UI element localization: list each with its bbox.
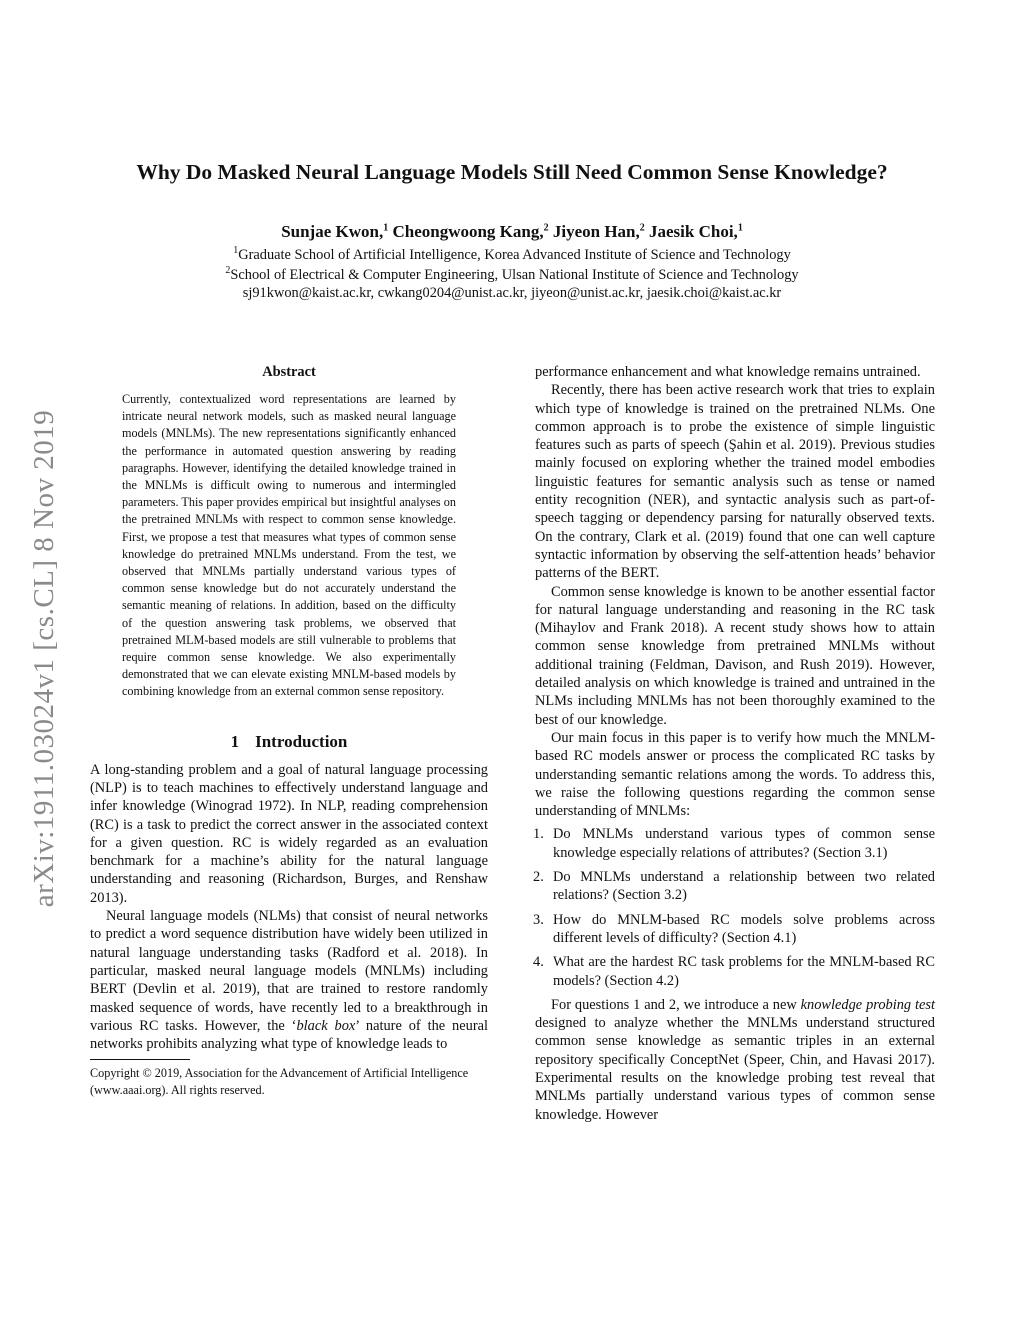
left-column [90, 364, 488, 1098]
author-name: Jaesik Choi, [649, 222, 738, 241]
affiliation [60, 245, 964, 264]
arxiv-stamp [22, 352, 68, 964]
intro-paragraph-2 [90, 907, 488, 1053]
author-name: Cheongwoong Kang, [392, 222, 544, 241]
author-affil-mark: 1 [383, 222, 389, 234]
body-paragraph: Our main focus in this paper is to verify how much the MNLM-based RC models answer or process the complicated RC tasks by understanding semantic relations among the words. To address this, we raise the following questions regarding the common sense understanding of MNLMs: [535, 729, 935, 820]
body-paragraph: performance enhancement and what knowledge remains untrained. [535, 364, 921, 380]
affiliation [60, 265, 964, 284]
list-item-text: Do MNLMs understand a relationship between two related relations? (Section 3.2) [553, 869, 935, 904]
footnote-rule [90, 1059, 190, 1060]
list-item-text: How do MNLM-based RC models solve problems across different levels of difficulty? (Section 4.1) [553, 911, 935, 946]
list-item [535, 911, 935, 948]
abstract-heading: Abstract [262, 364, 316, 380]
right-column [535, 363, 935, 1124]
author-affil-mark: 1 [737, 222, 743, 234]
list-item [535, 953, 935, 990]
list-item-number: 3. [533, 911, 544, 928]
copyright-footnote: Copyright © 2019, Association for the Advancement of Artificial Intelligence (www.aaai.org). All rights reserved. [90, 1066, 469, 1097]
abstract-text: Currently, contextualized word representations are learned by intricate neural network models, such as masked neural language models (MNLMs). The new representations significantly enhanced the performance in automated question answering by reading paragraphs. However, identifying the detailed knowledge trained in the MNLMs is difficult owing to numerous and intermingled parameters. This paper provides empirical but insightful analyses on the pretrained MNLMs with respect to common sense knowledge. First, we propose a test that measures what types of common sense knowledge do pretrained MNLMs understand. From the test, we observed that MNLMs partially understand various types of common sense knowledge but do not accurately understand the semantic meaning of relations. In addition, based on the difficulty of the question answering task problems, we observed that pretrained MLM-based models are still vulnerable to problems that require common sense knowledge. We also experimentally demonstrated that we can elevate existing MNLM-based models by combining knowledge from an external common sense repository. [122, 392, 456, 699]
intro-paragraph-2-text: Neural language models (NLMs) that consist of neural networks to predict a word sequence distribution have widely been utilized in natural language understanding tasks (Radford et al. 2018). In particular, masked neural language models (MNLMs) including BERT (Devlin et al. 2019), that are trained to restore randomly masked sequence of words, have recently led to a breakthrough in various RC tasks. However, the ‘ [90, 908, 488, 1034]
affiliation-text: Graduate School of Artificial Intelligence, Korea Advanced Institute of Science and Technology [238, 246, 791, 263]
body-paragraph: Common sense knowledge is known to be another essential factor for natural language understanding and reasoning in the RC task (Mihaylov and Frank 2018). A recent study shows how to attain common sense knowledge from pretrained MNLMs without additional training (Feldman, Davison, and Rush 2019). However, detailed analysis on which knowledge is trained and untrained in the NLMs including MNLMs has not been thoroughly examined to the best of our knowledge. [535, 583, 935, 728]
arxiv-stamp-text: arXiv:1911.03024v1 [cs.CL] 8 Nov 2019 [28, 409, 61, 907]
author-affil-mark: 2 [543, 222, 549, 234]
list-item-text: What are the hardest RC task problems for the MNLM-based RC models? (Section 4.2) [553, 954, 935, 989]
section-number: 1 [230, 731, 240, 751]
section-title: Introduction [255, 731, 348, 751]
affiliation-mark: 2 [225, 265, 231, 276]
author-affil-mark: 2 [639, 222, 645, 234]
intro-paragraph-2-text: ’ nature of the neural networks prohibits analyzing what type of knowledge leads to [90, 1017, 489, 1053]
affiliation-mark: 1 [233, 245, 239, 256]
list-item-number: 1. [533, 826, 544, 843]
body-paragraph: Recently, there has been active research work that tries to explain which type of knowledge is trained on the pretrained NLMs. One common approach is to probe the existence of simple linguistic features such as parts of speech (Şahin et al. 2019). Previous studies mainly focused on exploring whether the trained model embodies linguistic features for semantic analysis such as tense or named entity recognition (NER), and syntactic analysis such as part-of-speech tagging or dependency parsing for naturally observed texts. On the contrary, Clark et al. (2019) found that one can well capture syntactic information by observing the self-attention heads’ behavior patterns of the BERT. [535, 382, 935, 582]
list-item-number: 2. [533, 869, 544, 886]
author-emails: sj91kwon@kaist.ac.kr, cwkang0204@unist.ac.kr, jiyeon@unist.ac.kr, jaesik.choi@kaist.ac.kr [242, 285, 782, 301]
list-item-text: Do MNLMs understand various types of common sense knowledge especially relations of attributes? (Section 3.1) [553, 826, 935, 861]
intro-paragraph-1: A long-standing problem and a goal of natural language processing (NLP) is to teach machines to effectively understand language and infer knowledge (Winograd 1972). In NLP, reading comprehension (RC) is a task to predict the correct answer in the associated context for a given question. RC is widely regarded as an evaluation benchmark for a machine’s ability for the natural language understanding and reasoning (Richardson, Burges, and Renshaw 2013). [90, 761, 488, 906]
intro-emphasis: black box [296, 1017, 356, 1034]
body-paragraph [535, 996, 935, 1124]
body-emphasis: knowledge probing test [800, 996, 935, 1013]
list-item-number: 4. [533, 954, 544, 971]
author-list [60, 222, 964, 242]
affiliation-text: School of Electrical & Computer Engineering, Ulsan National Institute of Science and Technology [230, 266, 799, 283]
research-questions-list [535, 825, 935, 989]
author-name: Sunjae Kwon, [281, 222, 384, 241]
author-name: Jiyeon Han, [552, 222, 640, 241]
list-item [535, 868, 935, 905]
section-heading [90, 732, 488, 752]
list-item [535, 825, 935, 862]
body-paragraph-text: For questions 1 and 2, we introduce a new [551, 996, 801, 1013]
paper-title: Why Do Masked Neural Language Models Still Need Common Sense Knowledge? [136, 160, 888, 184]
body-paragraph-text: designed to analyze whether the MNLMs understand structured common sense knowledge as semantic triples in an external repository specifically ConceptNet (Speer, Chin, and Havasi 2017). Experimental results on the knowledge probing test reveal that MNLMs partially understand various types of common sense knowledge. However [535, 1015, 935, 1123]
